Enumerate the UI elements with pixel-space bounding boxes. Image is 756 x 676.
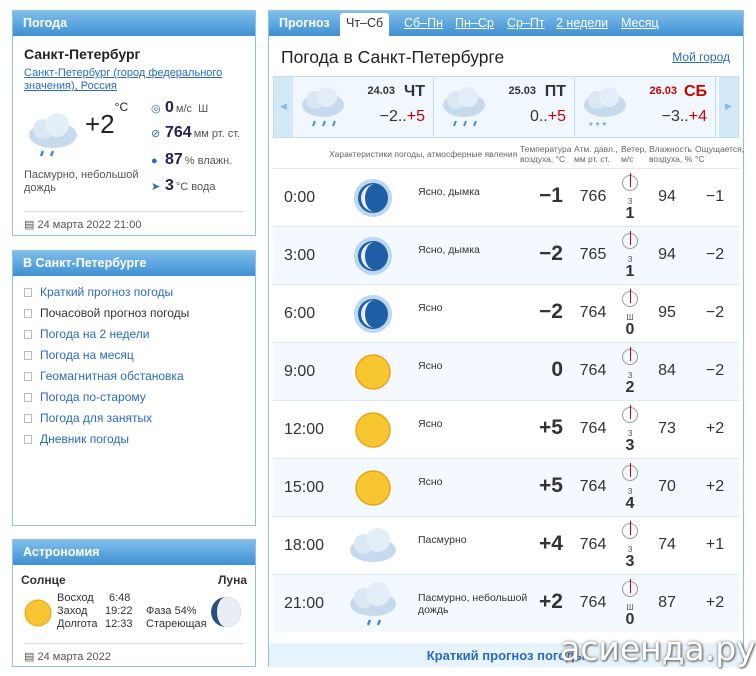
- day-range: −3..+4: [661, 108, 707, 125]
- rain-cloud-icon: [23, 109, 83, 159]
- day-date: 26.03: [649, 85, 677, 97]
- next-arrow-icon[interactable]: ▶: [719, 77, 738, 137]
- col-temp: Температура воздуха, °С: [520, 144, 572, 164]
- row-time: 0:00: [284, 189, 316, 206]
- svg-text:* * *: * * *: [589, 121, 607, 131]
- water-stat: ➤ 3 °C вода: [151, 177, 216, 194]
- prev-arrow-icon[interactable]: ◀: [274, 77, 293, 137]
- col-press: Атм. давл., мм рт. ст.: [574, 144, 618, 164]
- row-temp: +4: [539, 532, 563, 555]
- doc-icon: [24, 435, 32, 444]
- row-time: 6:00: [284, 305, 316, 322]
- row-wind: 0: [625, 611, 635, 628]
- row-feels-like: −2: [705, 246, 725, 263]
- doc-icon: [24, 351, 32, 360]
- spb-link[interactable]: Погода по-старому: [24, 390, 189, 411]
- spb-link[interactable]: Геомагнитная обстановка: [24, 369, 189, 390]
- row-humidity: 70: [658, 478, 676, 495]
- row-temp: 0: [551, 358, 563, 381]
- panel-header: В Санкт-Петербурге: [13, 251, 255, 276]
- cloud-icon: [348, 524, 398, 568]
- day-name: ЧТ: [403, 83, 425, 100]
- wind-direction-icon: [622, 291, 638, 307]
- my-city-link[interactable]: Мой город: [672, 50, 730, 64]
- spb-links-panel: [12, 250, 256, 526]
- calendar-icon: ▤: [24, 219, 35, 231]
- sun-label: Солнце: [21, 573, 66, 587]
- forecast-panel: [268, 10, 744, 667]
- wind-icon: ◎: [151, 103, 161, 115]
- day-name: ПТ: [544, 83, 566, 100]
- row-feels-like: +2: [705, 594, 725, 611]
- row-desc: Ясно, дымка: [418, 186, 480, 198]
- day-card[interactable]: [434, 77, 575, 137]
- row-time: 21:00: [284, 595, 325, 612]
- row-humidity: 94: [658, 188, 676, 205]
- row-time: 15:00: [284, 479, 325, 496]
- watermark: асиенда.ру: [560, 629, 756, 668]
- moon-icon: [209, 595, 243, 629]
- table-row: [273, 516, 739, 574]
- panel-header: Астрономия: [13, 540, 255, 565]
- row-wind-dir: Ш: [626, 603, 634, 612]
- wind-direction-icon: [622, 407, 638, 423]
- spb-link[interactable]: Погода на 2 недели: [24, 327, 189, 348]
- row-desc: Ясно: [418, 476, 443, 488]
- row-wind: 4: [625, 495, 635, 512]
- city-link[interactable]: Санкт-Петербург (город федерального значения), Россия: [24, 67, 223, 92]
- row-humidity: 94: [658, 246, 676, 263]
- city-name: Санкт-Петербург: [24, 46, 141, 62]
- weather-date: ▤ 24 марта 2022 21:00: [24, 211, 244, 231]
- astro-date: ▤ 24 марта 2022: [24, 643, 244, 663]
- row-time: 3:00: [284, 247, 316, 264]
- short-forecast-link[interactable]: Краткий прогноз погоды: [269, 643, 743, 667]
- snow-cloud-icon: [580, 83, 630, 131]
- tab-forecast[interactable]: Прогноз: [279, 16, 330, 30]
- rain-cloud-icon: [439, 83, 489, 131]
- rain-cloud-icon: [298, 83, 348, 131]
- row-wind: 2: [625, 379, 635, 396]
- row-feels-like: −1: [705, 188, 725, 205]
- row-wind-dir: З: [627, 487, 633, 496]
- row-wind-dir: З: [627, 197, 633, 206]
- wind-direction-icon: [622, 523, 638, 539]
- row-pressure: 764: [579, 362, 607, 379]
- sun-icon: [348, 408, 398, 452]
- day-name: СБ: [683, 83, 707, 100]
- sunset-label: Заход: [57, 605, 88, 617]
- row-desc: Ясно: [418, 360, 443, 372]
- row-wind: 3: [625, 437, 635, 454]
- day-date: 25.03: [508, 85, 536, 97]
- table-row: [273, 226, 739, 284]
- row-desc: Пасмурно: [418, 534, 467, 546]
- tab-mon-wed[interactable]: Пн–Ср: [455, 16, 494, 30]
- day-card[interactable]: [575, 77, 716, 137]
- tab-sat-mon[interactable]: Сб–Пн: [404, 16, 444, 30]
- row-desc: Ясно: [418, 418, 443, 430]
- row-desc: Ясно, дымка: [418, 244, 480, 256]
- row-wind: 1: [625, 205, 635, 222]
- sun-icon: [348, 350, 398, 394]
- sunset-time: 19:22: [105, 605, 133, 617]
- spb-link[interactable]: Погода на месяц: [24, 348, 189, 369]
- row-wind: 3: [625, 553, 635, 570]
- row-temp: +5: [539, 416, 563, 439]
- table-row: [273, 400, 739, 458]
- moon-phase-name: Стареющая: [146, 618, 207, 630]
- wind-direction-icon: [622, 175, 638, 191]
- daylength-time: 12:33: [105, 618, 133, 630]
- tab-wed-fri[interactable]: Ср–Пт: [507, 16, 545, 30]
- row-feels-like: −2: [705, 304, 725, 321]
- col-wind: Ветер, м/с: [621, 144, 647, 164]
- row-wind-dir: З: [627, 371, 633, 380]
- col-desc: Характеристики погоды, атмосферные явления: [329, 149, 518, 159]
- sunrise-time: 6:48: [109, 592, 131, 604]
- day-range: −2..+5: [379, 108, 425, 125]
- row-wind-dir: З: [627, 429, 633, 438]
- doc-icon: [24, 309, 32, 318]
- fish-icon: ➤: [151, 181, 161, 193]
- tab-2-weeks[interactable]: 2 недели: [556, 16, 609, 30]
- row-pressure: 764: [579, 536, 607, 553]
- doc-icon: [24, 372, 32, 381]
- wind-direction-icon: [622, 233, 638, 249]
- spb-link[interactable]: Дневник погоды: [24, 432, 189, 453]
- spb-link[interactable]: Краткий прогноз погоды: [24, 285, 189, 306]
- row-desc: Пасмурно, небольшой дождь: [418, 592, 528, 616]
- tab-thu-sat[interactable]: Чт–Сб: [340, 13, 389, 36]
- table-row: [273, 574, 739, 632]
- spb-link-list: [24, 285, 189, 453]
- row-pressure: 766: [579, 188, 607, 205]
- row-desc: Ясно: [418, 302, 443, 314]
- row-temp: +5: [539, 474, 563, 497]
- current-temp: $+2^{^\circ C}$: [85, 100, 129, 139]
- gauge-icon: ⊘: [151, 128, 161, 140]
- row-temp: −2: [539, 242, 563, 265]
- sun-icon: [348, 466, 398, 510]
- row-temp: −2: [539, 300, 563, 323]
- moon-icon: [348, 234, 398, 278]
- row-time: 9:00: [284, 363, 316, 380]
- moon-phase: Фаза 54%: [146, 605, 197, 617]
- table-row: [273, 458, 739, 516]
- row-humidity: 84: [658, 362, 676, 379]
- page-title: Погода в Санкт-Петербурге: [281, 47, 505, 67]
- wind-stat: ◎ 0 м/с Ш: [151, 99, 209, 116]
- row-wind-dir: З: [627, 255, 633, 264]
- wind-direction-icon: [622, 349, 638, 365]
- row-pressure: 765: [579, 246, 607, 263]
- row-temp: +2: [539, 590, 563, 613]
- calendar-icon: ▤: [24, 651, 35, 663]
- row-pressure: 764: [579, 478, 607, 495]
- moon-label: Луна: [217, 573, 247, 587]
- row-wind-dir: З: [627, 545, 633, 554]
- col-hum: Влажность воздуха, %: [649, 144, 693, 164]
- day-card[interactable]: [293, 77, 434, 137]
- panel-header: Погода: [13, 11, 255, 36]
- spb-link[interactable]: Погода для занятых: [24, 411, 189, 432]
- col-feel: Ощущается, °С: [695, 144, 745, 164]
- forecast-tabs: [269, 11, 743, 36]
- daylength-label: Долгота: [57, 618, 98, 630]
- row-feels-like: +2: [705, 478, 725, 495]
- table-row: [273, 168, 739, 226]
- row-wind: 1: [625, 263, 635, 280]
- row-wind: 0: [625, 321, 635, 338]
- wind-direction-icon: [622, 581, 638, 597]
- condition-text: Пасмурно, небольшой дождь: [24, 169, 139, 194]
- row-humidity: 95: [658, 304, 676, 321]
- humidity-stat: ● 87 % влажн.: [151, 151, 233, 168]
- row-pressure: 764: [579, 594, 607, 611]
- row-temp: −1: [539, 184, 563, 207]
- rain-icon: [348, 582, 398, 626]
- row-pressure: 764: [579, 304, 607, 321]
- row-feels-like: +2: [705, 420, 725, 437]
- row-humidity: 73: [658, 420, 676, 437]
- spb-link-current: Почасовой прогноз погоды: [24, 306, 189, 327]
- pressure-stat: ⊘ 764 мм рт. ст.: [151, 124, 241, 141]
- tab-month[interactable]: Месяц: [621, 16, 659, 30]
- row-wind-dir: Ш: [626, 313, 634, 322]
- day-date: 24.03: [367, 85, 395, 97]
- current-weather-panel: [12, 10, 256, 236]
- row-time: 12:00: [284, 421, 325, 438]
- drop-icon: ●: [151, 155, 158, 167]
- doc-icon: [24, 288, 32, 297]
- row-time: 18:00: [284, 537, 325, 554]
- sun-icon: [23, 598, 53, 628]
- day-range: 0..+5: [529, 108, 566, 125]
- table-row: [273, 284, 739, 342]
- row-feels-like: +1: [705, 536, 725, 553]
- sunrise-label: Восход: [57, 592, 94, 604]
- doc-icon: [24, 330, 32, 339]
- row-feels-like: −2: [705, 362, 725, 379]
- moon-icon: [348, 292, 398, 336]
- wind-direction-icon: [622, 465, 638, 481]
- moon-icon: [348, 176, 398, 220]
- astronomy-panel: [12, 539, 256, 667]
- doc-icon: [24, 414, 32, 423]
- table-row: [273, 342, 739, 400]
- doc-icon: [24, 393, 32, 402]
- day-strip: [273, 76, 739, 138]
- row-humidity: 87: [658, 594, 676, 611]
- row-pressure: 764: [579, 420, 607, 437]
- row-humidity: 74: [658, 536, 676, 553]
